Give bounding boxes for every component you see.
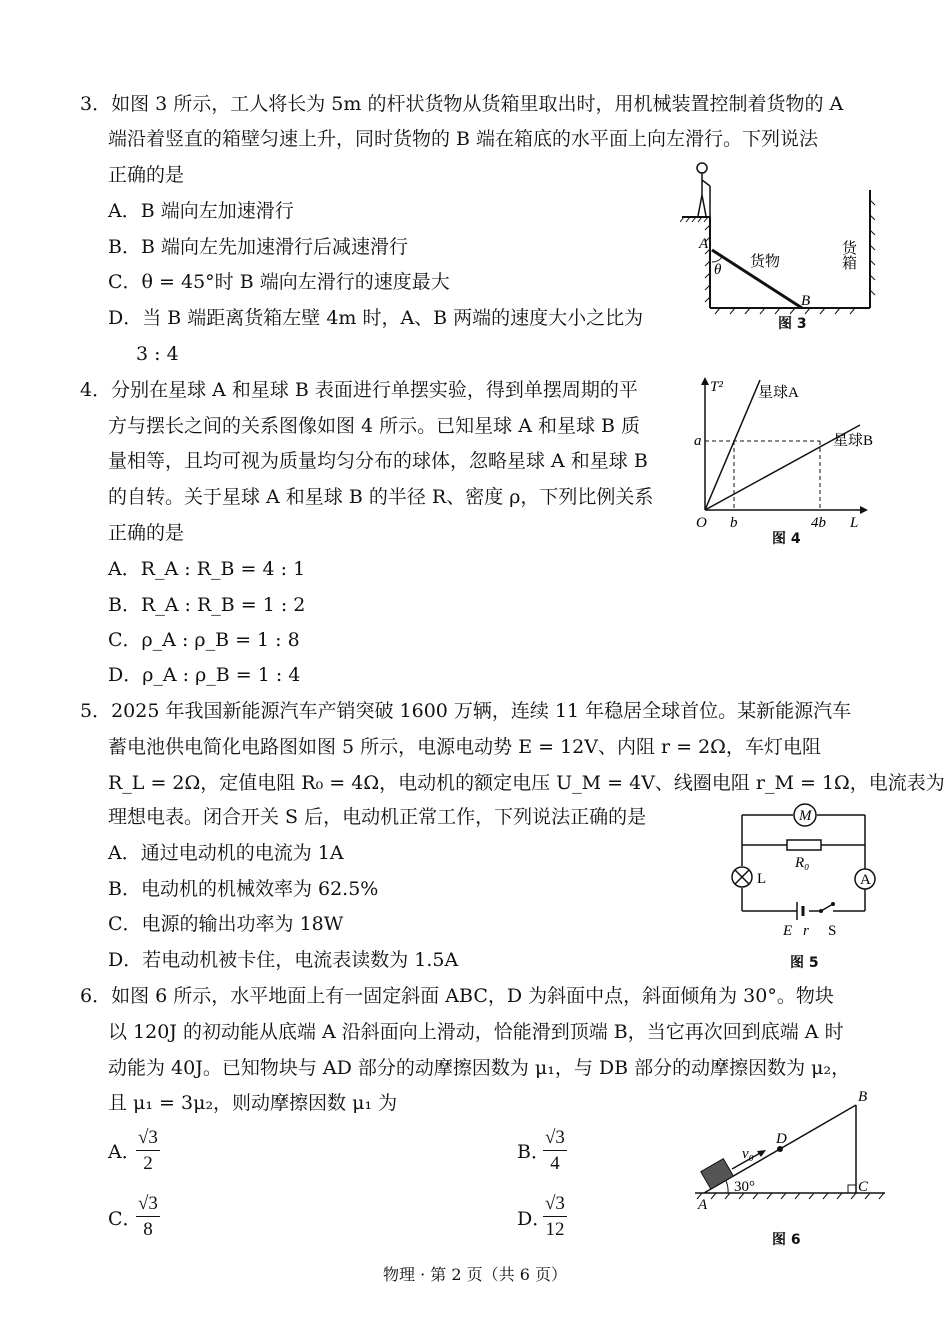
- fig4-origin: O: [696, 515, 707, 530]
- q5-option-a: A．通过电动机的电流为 1A: [108, 842, 344, 864]
- q6-option-b-den: 4: [550, 1153, 560, 1174]
- q6-line-2: 以 120J 的初动能从底端 A 沿斜面向上滑动，恰能滑到顶端 B，当它再次回到底端 A 时: [108, 1021, 844, 1043]
- series-a-line: [705, 380, 760, 510]
- q4-option-d: D．ρ_A : ρ_B = 1 : 4: [108, 664, 301, 686]
- q6-option-d-fraction: [543, 1192, 567, 1243]
- q4-line-3: 量相等，且均可视为质量均匀分布的球体，忽略星球 A 和星球 B: [108, 450, 648, 472]
- fig6-label-a: A: [698, 1197, 708, 1210]
- figure-4: [690, 375, 880, 530]
- q6-option-d-den: 12: [545, 1219, 565, 1240]
- fig5-internal: r: [803, 923, 809, 939]
- fig4-tick-a: a: [694, 433, 702, 449]
- q3-option-a: A．B 端向左加速滑行: [108, 200, 294, 222]
- q3-option-d-ratio: 3 : 4: [136, 343, 179, 365]
- q6-option-c-den: 8: [143, 1219, 153, 1240]
- page-footer: 物理 · 第 2 页（共 6 页）: [383, 1265, 567, 1284]
- q6-line-3: 动能为 40J。已知物块与 AD 部分的动摩擦因数为 μ₁，与 DB 部分的动摩擦因数为 μ₂，: [108, 1057, 851, 1079]
- fig3-label-theta: θ: [714, 262, 722, 278]
- q5-line-3: R_L = 2Ω，定值电阻 R₀ = 4Ω，电动机的额定电压 U_M = 4V、线圈电阻 r_M = 1Ω，电流表为: [108, 772, 945, 794]
- fig5-resistor: R₀: [795, 855, 810, 871]
- q5-line-2: 蓄电池供电简化电路图如图 5 所示，电源电动势 E = 12V、内阻 r = 2Ω，车灯电阻: [108, 736, 821, 758]
- q3-line-2: 端沿着竖直的箱壁匀速上升，同时货物的 B 端在箱底的水平面上向左滑行。下列说法: [108, 128, 819, 150]
- figure-5: [725, 803, 885, 943]
- q6-option-b-letter: B．: [517, 1141, 550, 1163]
- fig4-tick-b: b: [730, 515, 738, 530]
- fig6-label-c: C: [858, 1179, 869, 1195]
- q6-line-4: 且 μ₁ = 3μ₂，则动摩擦因数 μ₁ 为: [108, 1092, 398, 1114]
- resistor-icon: [787, 840, 821, 850]
- q4-option-c: C．ρ_A : ρ_B = 1 : 8: [108, 629, 300, 651]
- q6-option-d-num: √3: [543, 1192, 567, 1217]
- block-icon: [701, 1159, 734, 1189]
- q4-line-1: 4．分别在星球 A 和星球 B 表面进行单摆实验，得到单摆周期的平: [80, 379, 638, 401]
- figure-6: [690, 1085, 890, 1210]
- figure-4-caption: 图 4: [772, 531, 801, 547]
- q6-option-c-num: √3: [136, 1192, 160, 1217]
- q5-line-1: 5．2025 年我国新能源汽车产销突破 1600 万辆，连续 11 年稳居全球首位。某新能源汽车: [80, 700, 852, 722]
- q5-line-4: 理想电表。闭合开关 S 后，电动机正常工作，下列说法正确的是: [108, 806, 647, 828]
- q6-option-b-num: √3: [543, 1126, 567, 1151]
- fig3-label-cargo: 货物: [750, 254, 781, 270]
- q6-option-c-letter: C．: [108, 1208, 142, 1230]
- q5-option-b: B．电动机的机械效率为 62.5%: [108, 878, 379, 900]
- fig4-y-axis: T²: [710, 379, 723, 395]
- figure-5-caption: 图 5: [790, 955, 819, 971]
- q6-option-a-letter: A．: [108, 1141, 141, 1163]
- q4-line-4: 的自转。关于星球 A 和星球 B 的半径 R、密度 ρ，下列比例关系: [108, 486, 654, 508]
- q6-option-a-den: 2: [143, 1153, 153, 1174]
- figure-3-caption: 图 3: [778, 316, 807, 332]
- q5-option-d: D．若电动机被卡住，电流表读数为 1.5A: [108, 949, 459, 971]
- fig5-switch: S: [828, 923, 837, 939]
- q6-option-b-fraction: [543, 1126, 567, 1177]
- fig4-series-a-label: 星球A: [758, 385, 799, 401]
- fig4-x-axis: L: [850, 515, 859, 530]
- q4-option-b: B．R_A : R_B = 1 : 2: [108, 594, 306, 616]
- q3-line-1: 3．如图 3 所示，工人将长为 5m 的杆状货物从货箱里取出时，用机械装置控制着货物的 A: [80, 93, 844, 115]
- fig6-label-v0: v₀: [742, 1146, 754, 1162]
- q3-line-3: 正确的是: [108, 164, 185, 186]
- q6-line-1: 6．如图 6 所示，水平地面上有一固定斜面 ABC，D 为斜面中点，斜面倾角为 30°。物块: [80, 985, 834, 1007]
- fig5-lamp: L: [757, 871, 767, 887]
- fig6-label-d: D: [776, 1131, 787, 1147]
- q6-option-d-letter: D．: [517, 1208, 552, 1230]
- fig4-tick-4b: 4b: [811, 515, 826, 530]
- q4-option-a: A．R_A : R_B = 4 : 1: [108, 558, 306, 580]
- q6-option-a-num: √3: [136, 1126, 160, 1151]
- q6-option-a-fraction: [136, 1126, 160, 1177]
- fig5-ammeter: A: [860, 872, 871, 888]
- figure-6-caption: 图 6: [772, 1232, 801, 1248]
- q5-option-c: C．电源的输出功率为 18W: [108, 913, 344, 935]
- fig6-angle: 30°: [734, 1179, 755, 1195]
- q4-line-2: 方与摆长之间的关系图像如图 4 所示。已知星球 A 和星球 B 质: [108, 415, 641, 437]
- q4-line-5: 正确的是: [108, 522, 185, 544]
- fig3-label-b: B: [801, 293, 811, 309]
- q6-option-c-fraction: [136, 1192, 160, 1243]
- figure-3: [680, 150, 880, 340]
- fig3-label-a: A: [699, 236, 709, 252]
- worker-icon: [697, 163, 710, 216]
- fig5-emf: E: [783, 923, 793, 939]
- fig5-motor: M: [799, 808, 812, 824]
- fig4-series-b-label: 星球B: [833, 433, 874, 449]
- fig6-label-b: B: [858, 1089, 868, 1105]
- q3-option-c: C．θ = 45°时 B 端向左滑行的速度最大: [108, 271, 450, 293]
- q3-option-d: D．当 B 端距离货箱左壁 4m 时，A、B 两端的速度大小之比为: [108, 307, 644, 329]
- q3-option-b: B．B 端向左先加速滑行后减速滑行: [108, 236, 408, 258]
- fig3-label-box: 货箱: [840, 240, 856, 270]
